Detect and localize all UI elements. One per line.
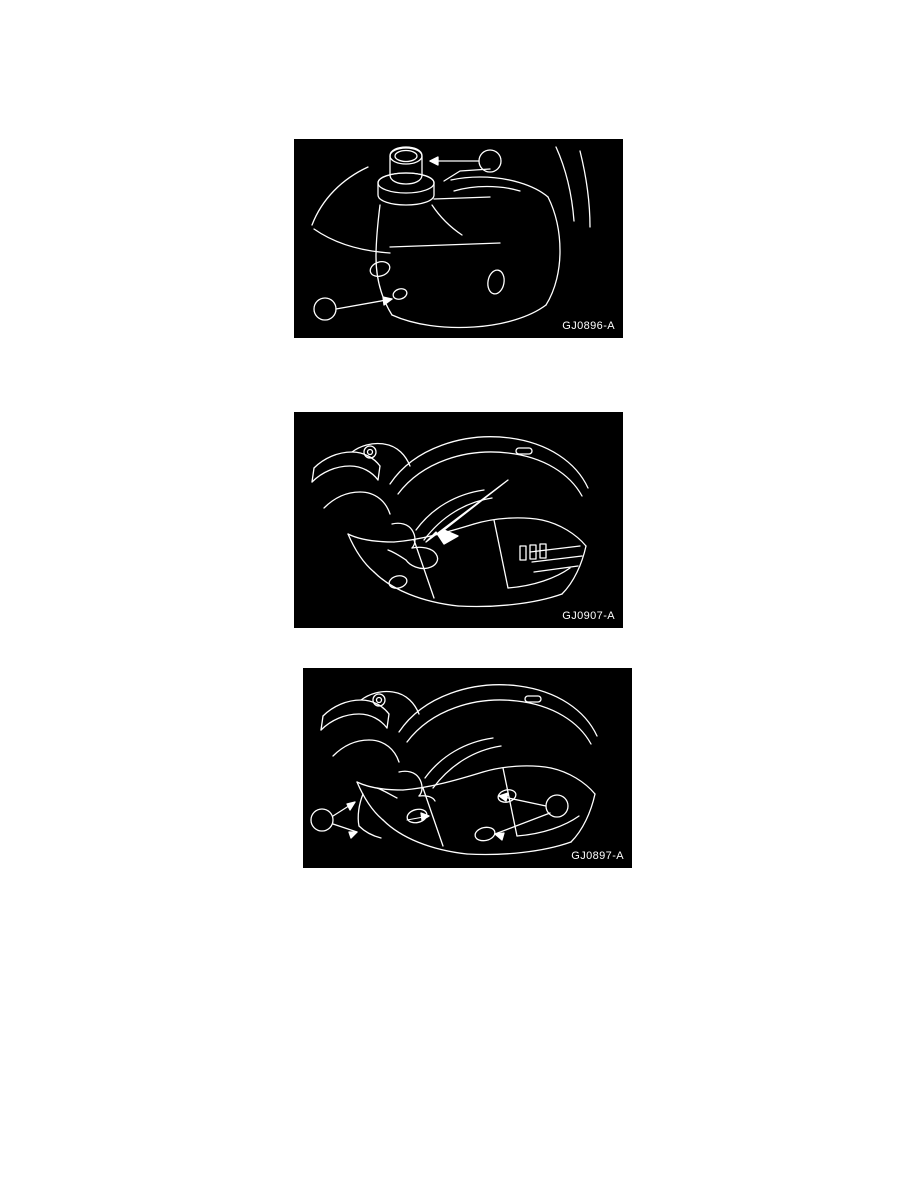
- figure-3-caption: GJ0897-A: [571, 850, 624, 862]
- figure-1-illustration: [294, 139, 623, 338]
- figure-3: [303, 668, 632, 868]
- figure-1-caption: GJ0896-A: [562, 320, 615, 332]
- figure-1: [294, 139, 623, 338]
- figure-2: [294, 412, 623, 628]
- figure-3-illustration: [303, 668, 632, 868]
- figure-2-caption: GJ0907-A: [562, 610, 615, 622]
- figure-2-illustration: [294, 412, 623, 628]
